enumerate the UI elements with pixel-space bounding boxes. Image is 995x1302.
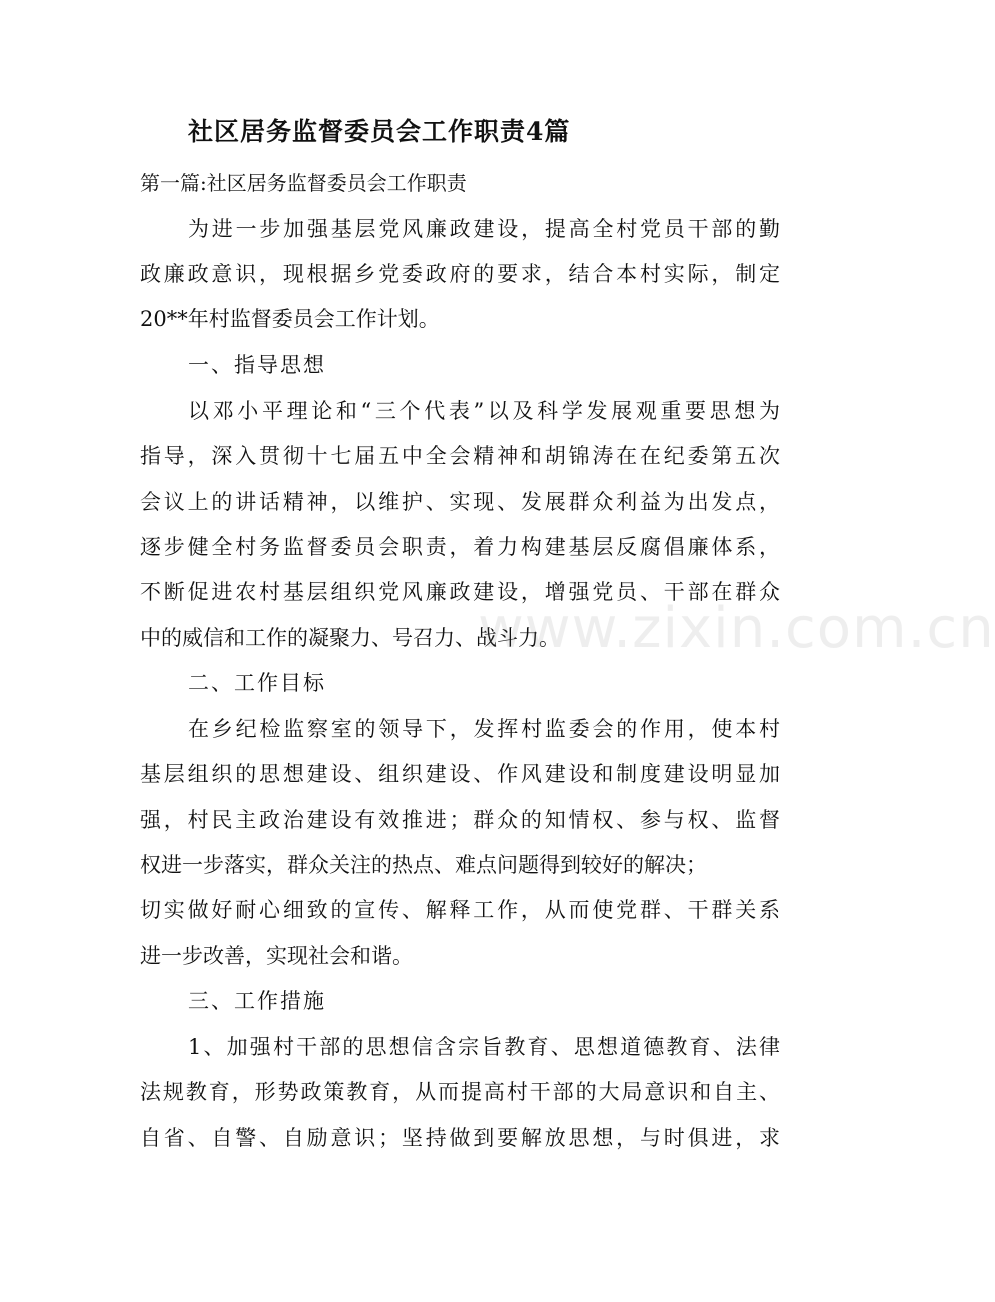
paragraph-line: 20**年村监督委员会工作计划。 <box>140 307 440 331</box>
paragraph-line: 政廉政意识，现根据乡党委政府的要求，结合本村实际，制定 <box>140 262 780 286</box>
paragraph-line: 自省、自警、自励意识；坚持做到要解放思想，与时俱进，求 <box>140 1126 780 1150</box>
section-heading: 一、指导思想 <box>188 353 326 377</box>
paragraph-line: 会议上的讲话精神，以维护、实现、发展群众利益为出发点， <box>140 490 780 514</box>
paragraph-line: 切实做好耐心细致的宣传、解释工作，从而使党群、干群关系 <box>140 898 780 922</box>
paragraph-line: 强，村民主政治建设有效推进；群众的知情权、参与权、监督 <box>140 808 780 832</box>
paragraph-line: 指导，深入贯彻十七届五中全会精神和胡锦涛在在纪委第五次 <box>140 444 780 468</box>
paragraph-line: 在乡纪检监察室的领导下，发挥村监委会的作用，使本村 <box>188 717 780 741</box>
paragraph-line: 为进一步加强基层党风廉政建设，提高全村党员干部的勤 <box>188 217 780 241</box>
paragraph-line: 不断促进农村基层组织党风廉政建设，增强党员、干部在群众 <box>140 580 780 604</box>
section-subtitle: 第一篇:社区居务监督委员会工作职责 <box>140 171 467 195</box>
section-heading: 二、工作目标 <box>188 671 326 695</box>
paragraph-line: 进一步改善，实现社会和谐。 <box>140 944 413 968</box>
paragraph-line: 权进一步落实，群众关注的热点、难点问题得到较好的解决； <box>140 853 707 877</box>
paragraph-line: 以邓小平理论和“三个代表”以及科学发展观重要思想为 <box>188 399 780 423</box>
paragraph-line: 基层组织的思想建设、组织建设、作风建设和制度建设明显加 <box>140 762 780 786</box>
watermark: www.zixin.com.cn <box>478 596 995 661</box>
paragraph-line: 中的威信和工作的凝聚力、号召力、战斗力。 <box>140 626 560 650</box>
document-title: 社区居务监督委员会工作职责4篇 <box>188 117 571 146</box>
paragraph-line: 逐步健全村务监督委员会职责，着力构建基层反腐倡廉体系， <box>140 535 780 559</box>
section-heading: 三、工作措施 <box>188 989 326 1013</box>
paragraph-line: 1、加强村干部的思想信含宗旨教育、思想道德教育、法律 <box>188 1035 780 1059</box>
paragraph-line: 法规教育，形势政策教育，从而提高村干部的大局意识和自主、 <box>140 1080 780 1104</box>
